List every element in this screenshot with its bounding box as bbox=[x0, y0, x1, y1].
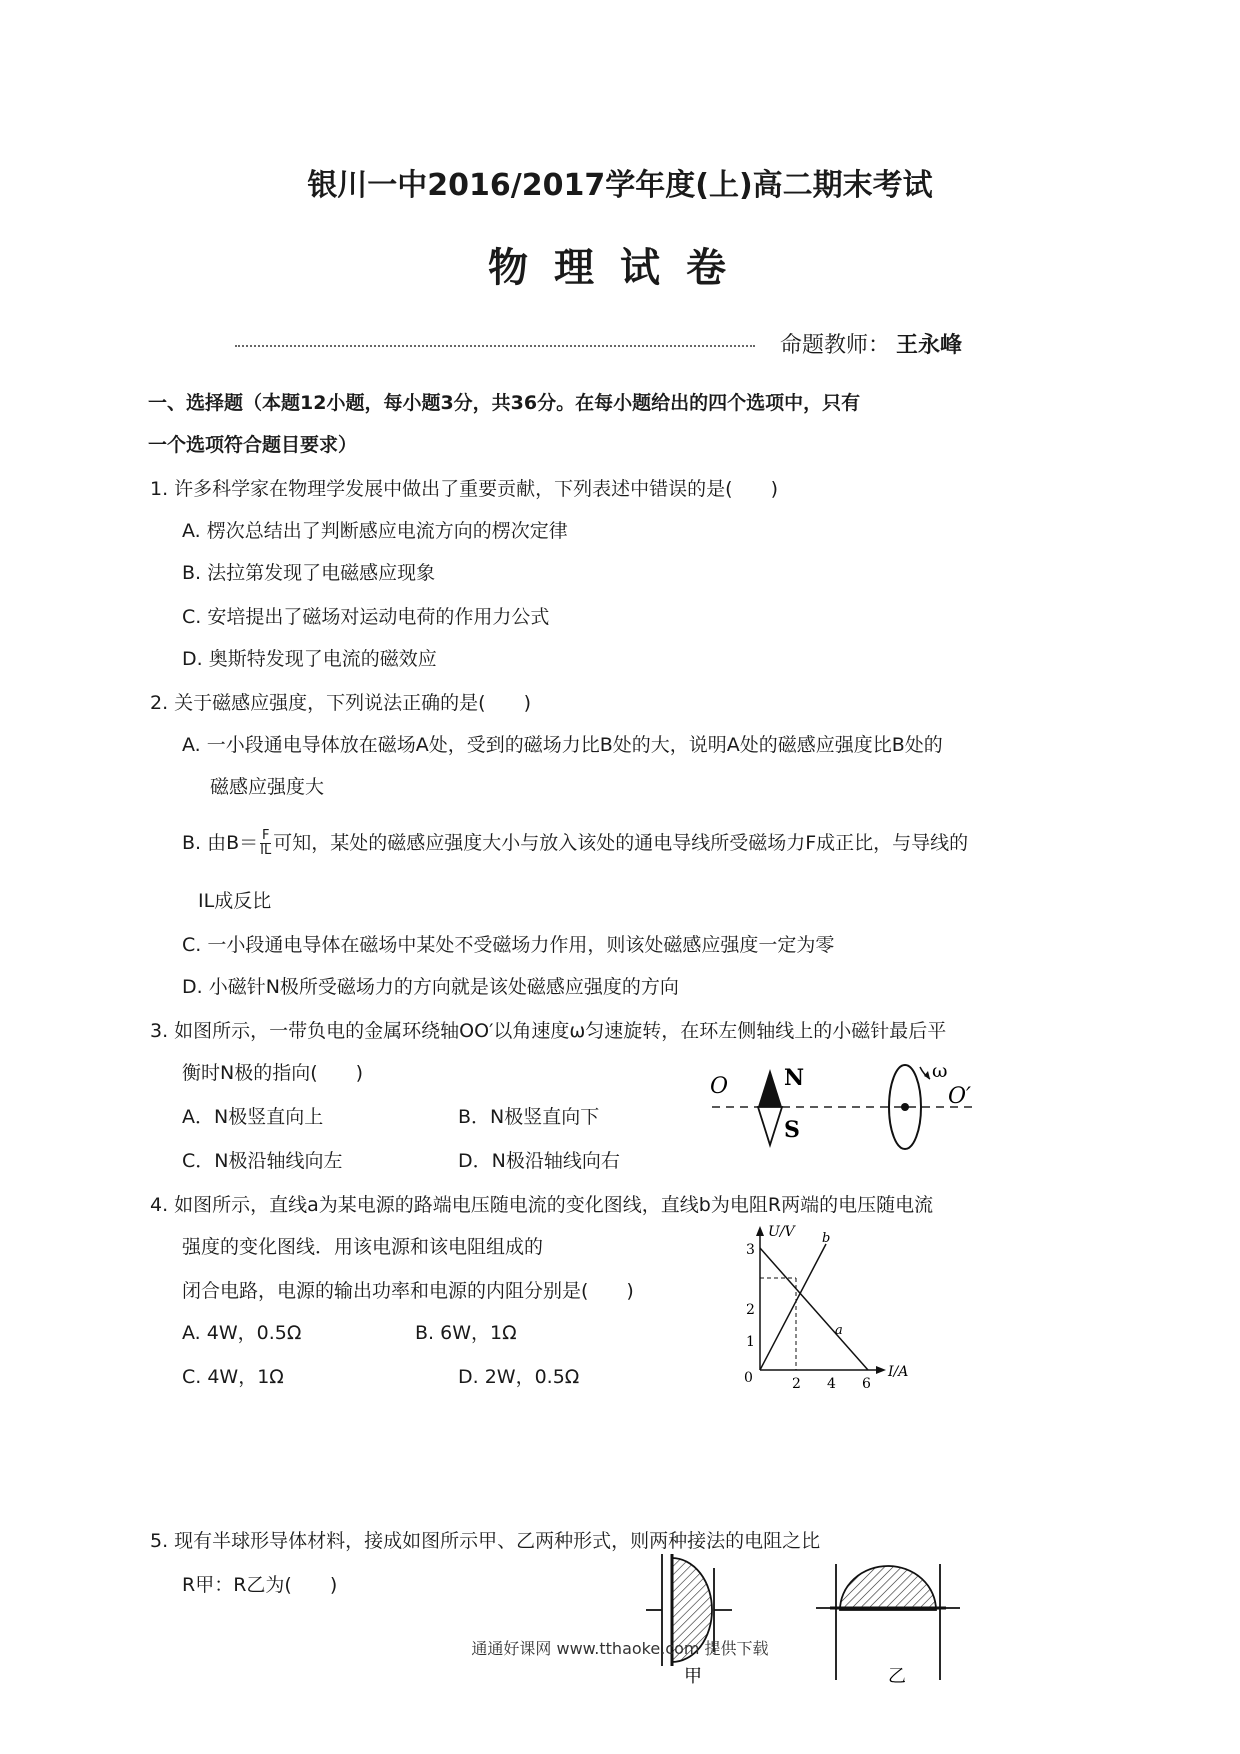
q4-ui-graph bbox=[730, 1222, 940, 1392]
rotation-arrowhead bbox=[924, 1071, 930, 1079]
q1-option-d: D. 奥斯特发现了电流的磁效应 bbox=[182, 648, 437, 670]
q5-stem-line2: R甲：R乙为( ) bbox=[182, 1574, 338, 1596]
q3-option-a: A．N极竖直向上 bbox=[182, 1106, 324, 1128]
q3-stem-line1: 3. 如图所示，一带负电的金属环绕轴OO′以角速度ω匀速旋转，在环左侧轴线上的小磁针最后平 bbox=[150, 1020, 947, 1042]
y-tick-2: 2 bbox=[746, 1302, 755, 1318]
q2-option-a-line2: 磁感应强度大 bbox=[210, 776, 325, 798]
origin-label: 0 bbox=[744, 1370, 753, 1386]
q1-option-a: A. 楞次总结出了判断感应电流方向的楞次定律 bbox=[182, 520, 568, 542]
x-axis-arrow bbox=[876, 1366, 886, 1374]
label-yi: 乙 bbox=[888, 1666, 906, 1687]
q1-option-b: B. 法拉第发现了电磁感应现象 bbox=[182, 562, 436, 584]
needle-north-half bbox=[758, 1069, 782, 1107]
fraction-numerator: F bbox=[261, 828, 270, 843]
line-a-label: a bbox=[835, 1323, 843, 1338]
q3-option-d: D．N极沿轴线向右 bbox=[458, 1150, 620, 1172]
line-b bbox=[760, 1244, 826, 1370]
q3-stem-line2: 衡时N极的指向( ) bbox=[182, 1062, 364, 1084]
label-o: O bbox=[710, 1074, 729, 1099]
q2-option-c: C. 一小段通电导体在磁场中某处不受磁场力作用，则该处磁感应强度一定为零 bbox=[182, 934, 835, 956]
section-heading-line1: 一、选择题（本题12小题，每小题3分，共36分。在每小题给出的四个选项中，只有 bbox=[148, 392, 861, 414]
exam-title: 银川一中2016/2017学年度(上)高二期末考试 bbox=[307, 168, 933, 203]
x-axis-label: I/A bbox=[888, 1364, 909, 1380]
q5-stem-line1: 5. 现有半球形导体材料，接成如图所示甲、乙两种形式，则两种接法的电阻之比 bbox=[150, 1530, 821, 1552]
q1-stem: 1. 许多科学家在物理学发展中做出了重要贡献，下列表述中错误的是( ) bbox=[150, 478, 778, 500]
q3-option-b: B．N极竖直向下 bbox=[458, 1106, 600, 1128]
q2-option-b-line1 bbox=[182, 828, 968, 858]
q2-b-suffix: 可知，某处的磁感应强度大小与放入该处的通电导线所受磁场力F成正比，与导线的 bbox=[273, 832, 969, 854]
x-tick-4: 4 bbox=[827, 1376, 836, 1392]
y-tick-1: 1 bbox=[746, 1334, 755, 1350]
fraction-f-over-il bbox=[260, 829, 271, 858]
q5-hemisphere-figure bbox=[640, 1548, 980, 1688]
ring-center-dot bbox=[901, 1103, 909, 1111]
label-o-prime: O′ bbox=[948, 1084, 972, 1109]
q4-option-b: B. 6W，1Ω bbox=[415, 1322, 517, 1344]
footer-watermark: 通通好课网 www.tthaoke.com 提供下载 bbox=[471, 1639, 769, 1658]
label-jia: 甲 bbox=[684, 1666, 702, 1687]
label-omega: ω bbox=[932, 1060, 948, 1082]
author-name: 王永峰 bbox=[896, 332, 963, 358]
y-axis-arrow bbox=[756, 1226, 764, 1236]
x-tick-6: 6 bbox=[862, 1376, 871, 1392]
y-tick-3: 3 bbox=[746, 1242, 755, 1258]
fraction-denominator: IL bbox=[260, 843, 272, 858]
q4-option-d: D. 2W，0.5Ω bbox=[458, 1366, 580, 1388]
q2-option-b-line2: IL成反比 bbox=[198, 890, 272, 912]
author-line bbox=[780, 328, 962, 359]
q2-option-d: D. 小磁针N极所受磁场力的方向就是该处磁感应强度的方向 bbox=[182, 976, 679, 998]
q4-stem-line3: 闭合电路，电源的输出功率和电源的内阻分别是( ) bbox=[182, 1280, 634, 1302]
y-axis-label: U/V bbox=[768, 1224, 795, 1240]
q4-stem-line2: 强度的变化图线．用该电源和该电阻组成的 bbox=[182, 1236, 544, 1258]
label-n: N bbox=[784, 1065, 805, 1091]
q3-magnet-ring-figure bbox=[700, 1055, 980, 1160]
q2-option-a-line1: A. 一小段通电导体放在磁场A处，受到的磁场力比B处的大，说明A处的磁感应强度比B处的 bbox=[182, 734, 943, 756]
q4-stem-line1: 4. 如图所示，直线a为某电源的路端电压随电流的变化图线，直线b为电阻R两端的电压随电流 bbox=[150, 1194, 934, 1216]
needle-south-half bbox=[758, 1107, 782, 1145]
q2-stem: 2. 关于磁感应强度，下列说法正确的是( ) bbox=[150, 692, 531, 714]
exam-subtitle: 物理试卷 bbox=[488, 244, 752, 291]
section-heading-line2: 一个选项符合题目要求） bbox=[148, 434, 358, 456]
hemisphere-yi bbox=[840, 1566, 936, 1610]
q4-option-a: A. 4W，0.5Ω bbox=[182, 1322, 302, 1344]
label-s: S bbox=[784, 1117, 800, 1143]
author-label: 命题教师： bbox=[780, 333, 891, 358]
x-tick-2: 2 bbox=[792, 1376, 801, 1392]
q2-b-prefix: B. 由B＝ bbox=[182, 832, 259, 854]
q4-option-c: C. 4W，1Ω bbox=[182, 1366, 284, 1388]
dotted-divider bbox=[235, 345, 755, 347]
q3-option-c: C．N极沿轴线向左 bbox=[182, 1150, 343, 1172]
q1-option-c: C. 安培提出了磁场对运动电荷的作用力公式 bbox=[182, 606, 550, 628]
line-b-label: b bbox=[822, 1231, 831, 1246]
